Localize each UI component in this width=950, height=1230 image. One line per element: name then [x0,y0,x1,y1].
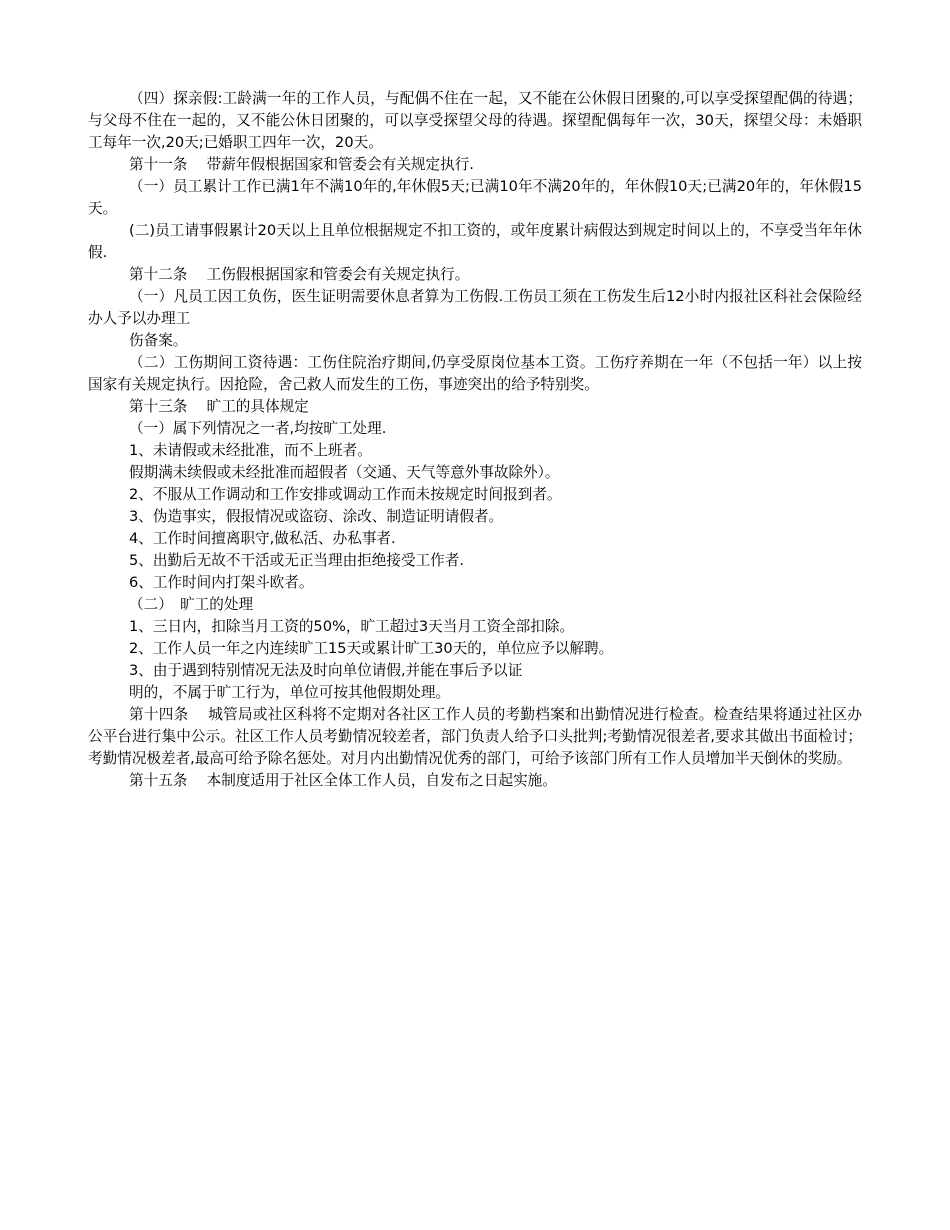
article-13-heading: 第十三条 旷工的具体规定 [129,398,309,415]
paragraph-annual-leave-1: （一）员工累计工作已满1年不满10年的,年休假5天;已满10年不满20年的，年休假10天;已满20年的，年休假15天。 [88,178,862,217]
paragraph-annual-leave-2: (二)员工请事假累计20天以上且单位根据规定不扣工资的，或年度累计病假达到规定时间以上的，不享受当年年休假. [88,222,862,261]
handling-item-3-continued: 明的，不属于旷工行为，单位可按其他假期处理。 [129,684,451,701]
absence-item-overstay: 假期满未续假或未经批准而超假者（交通、天气等意外事故除外）。 [129,464,560,481]
paragraph-absence-cases: （一）属下列情况之一者,均按旷工处理. [129,420,387,437]
handling-item-2: 2、工作人员一年之内连续旷工15天或累计旷工30天的，单位应予以解聘。 [129,640,614,657]
absence-item-2: 2、不服从工作调动和工作安排或调动工作而未按规定时间报到者。 [129,486,562,503]
paragraph-family-visit-leave: （四）探亲假:工龄满一年的工作人员，与配偶不住在一起，又不能在公休假日团聚的,可以享受探望配偶的待遇；与父母不住在一起的，又不能公休日团聚的，可以享受探望父母的待遇。探望配偶每年一次，30天，探望父母：未婚职工每年一次,20天;已婚职工四年一次，20天。 [88,90,862,151]
absence-item-4: 4、工作时间擅离职守,做私活、办私事者. [129,530,396,547]
handling-item-3: 3、由于遇到特别情况无法及时向单位请假,并能在事后予以证 [129,662,523,679]
absence-item-3: 3、伪造事实，假报情况或盗窃、涂改、制造证明请假者。 [129,508,504,525]
paragraph-work-injury-2: （二）工伤期间工资待遇：工伤住院治疗期间,仍享受原岗位基本工资。工伤疗养期在一年（不包括一年）以上按国家有关规定执行。因抢险，舍己救人而发生的工伤，事迹突出的给予特别奖。 [88,354,862,393]
article-12-heading: 第十二条 工伤假根据国家和管委会有关规定执行。 [129,266,470,283]
absence-item-5: 5、出勤后无故不干活或无正当理由拒绝接受工作者. [129,552,464,569]
document-body [88,88,862,792]
paragraph-work-injury-1-continued: 伤备案。 [129,332,188,349]
paragraph-absence-handling: （二） 旷工的处理 [129,596,254,613]
article-15-paragraph: 第十五条 本制度适用于社区全体工作人员，自发布之日起实施。 [129,772,557,789]
article-11-heading: 第十一条 带薪年假根据国家和管委会有关规定执行. [129,156,474,173]
absence-item-1: 1、未请假或未经批准，而不上班者。 [129,442,372,459]
absence-item-6: 6、工作时间内打架斗欧者。 [129,574,314,591]
paragraph-work-injury-1: （一）凡员工因工负伤，医生证明需要休息者算为工伤假.工伤员工须在工伤发生后12小时内报社区科社会保险经办人予以办理工 [88,288,862,327]
handling-item-1: 1、三日内，扣除当月工资的50%，旷工超过3天当月工资全部扣除。 [129,618,575,635]
article-14-paragraph: 第十四条 城管局或社区科将不定期对各社区工作人员的考勤档案和出勤情况进行检查。检查结果将通过社区办公平台进行集中公示。社区工作人员考勤情况较差者，部门负责人给予口头批判;考勤情况很差者,要求其做出书面检讨；考勤情况极差者,最高可给予除名惩处。对月内出勤情况优秀的部门，可给予该部门所有工作人员增加半天倒休的奖励。 [88,706,862,767]
